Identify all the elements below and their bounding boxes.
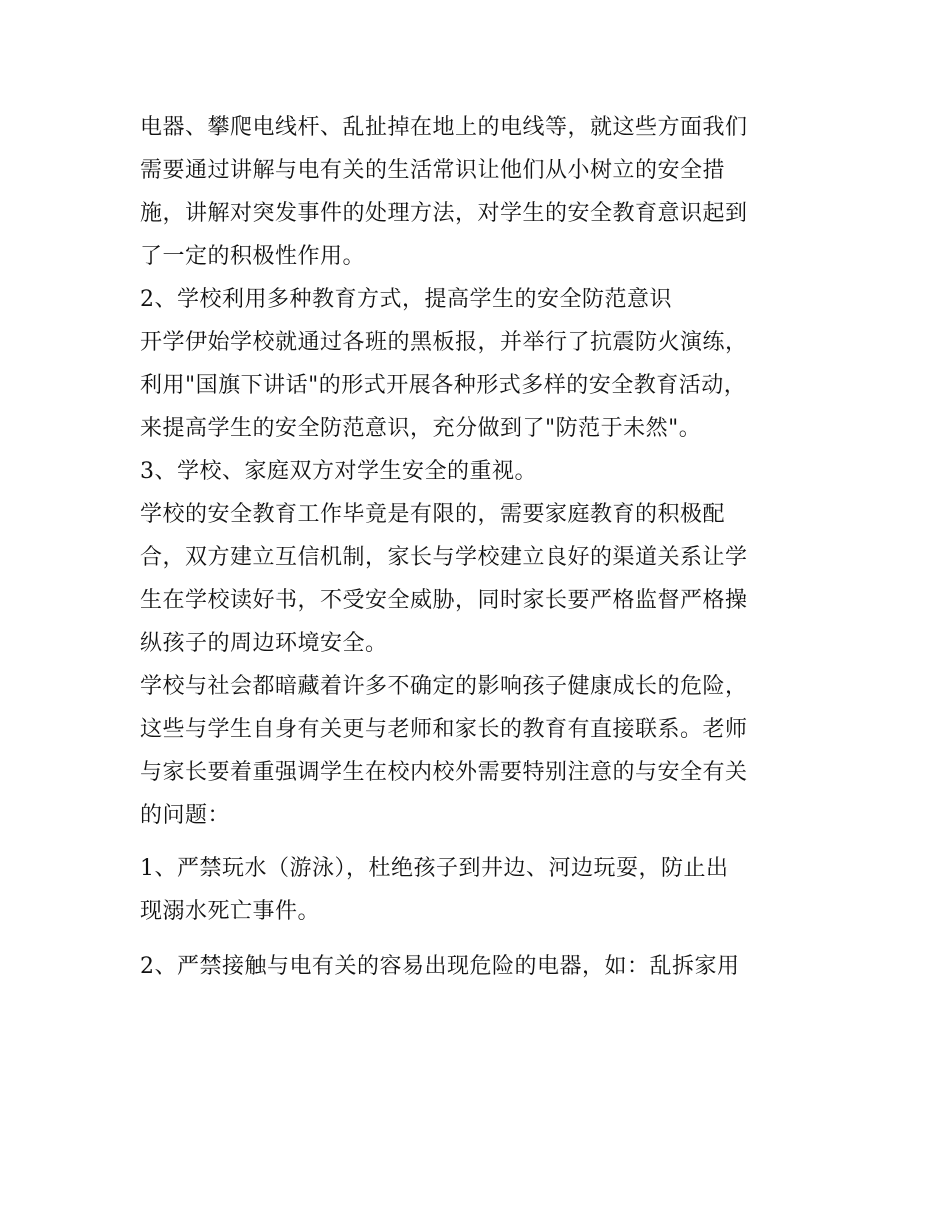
text-line: 现溺水死亡事件。 bbox=[140, 899, 321, 924]
text-line: 开学伊始学校就通过各班的黑板报，并举行了抗震防火演练， bbox=[140, 330, 748, 355]
section-heading: 2、学校利用多种教育方式，提高学生的安全防范意识 bbox=[140, 287, 672, 312]
text-line: 与家长要着重强调学生在校内校外需要特别注意的与安全有关 bbox=[140, 760, 748, 785]
section-heading: 3、学校、家庭双方对学生安全的重视。 bbox=[140, 459, 537, 484]
text-line: 纵孩子的周边环境安全。 bbox=[140, 631, 388, 656]
text-line: 利用"国旗下讲话"的形式开展各种形式多样的安全教育活动， bbox=[140, 373, 747, 398]
text-line: 生在学校读好书，不受安全威胁，同时家长要严格监督严格操 bbox=[140, 588, 748, 613]
text-line: 这些与学生自身有关更与老师和家长的教育有直接联系。老师 bbox=[140, 717, 748, 742]
text-line: 电器、攀爬电线杆、乱扯掉在地上的电线等，就这些方面我们 bbox=[140, 115, 748, 140]
list-item: 2、严禁接触与电有关的容易出现危险的电器，如：乱拆家用 bbox=[140, 954, 740, 979]
text-line: 施，讲解对突发事件的处理方法，对学生的安全教育意识起到 bbox=[140, 201, 748, 226]
text-line: 的问题： bbox=[140, 803, 231, 828]
body-text bbox=[140, 106, 820, 988]
text-line: 合，双方建立互信机制，家长与学校建立良好的渠道关系让学 bbox=[140, 545, 748, 570]
text-line: 学校的安全教育工作毕竟是有限的，需要家庭教育的积极配 bbox=[140, 502, 726, 527]
text-line: 来提高学生的安全防范意识，充分做到了"防范于未然"。 bbox=[140, 416, 702, 441]
text-line: 学校与社会都暗藏着许多不确定的影响孩子健康成长的危险， bbox=[140, 674, 748, 699]
text-line: 需要通过讲解与电有关的生活常识让他们从小树立的安全措 bbox=[140, 158, 726, 183]
list-item: 1、严禁玩水（游泳），杜绝孩子到井边、河边玩耍，防止出 bbox=[140, 856, 729, 881]
text-line: 了一定的积极性作用。 bbox=[140, 244, 366, 269]
